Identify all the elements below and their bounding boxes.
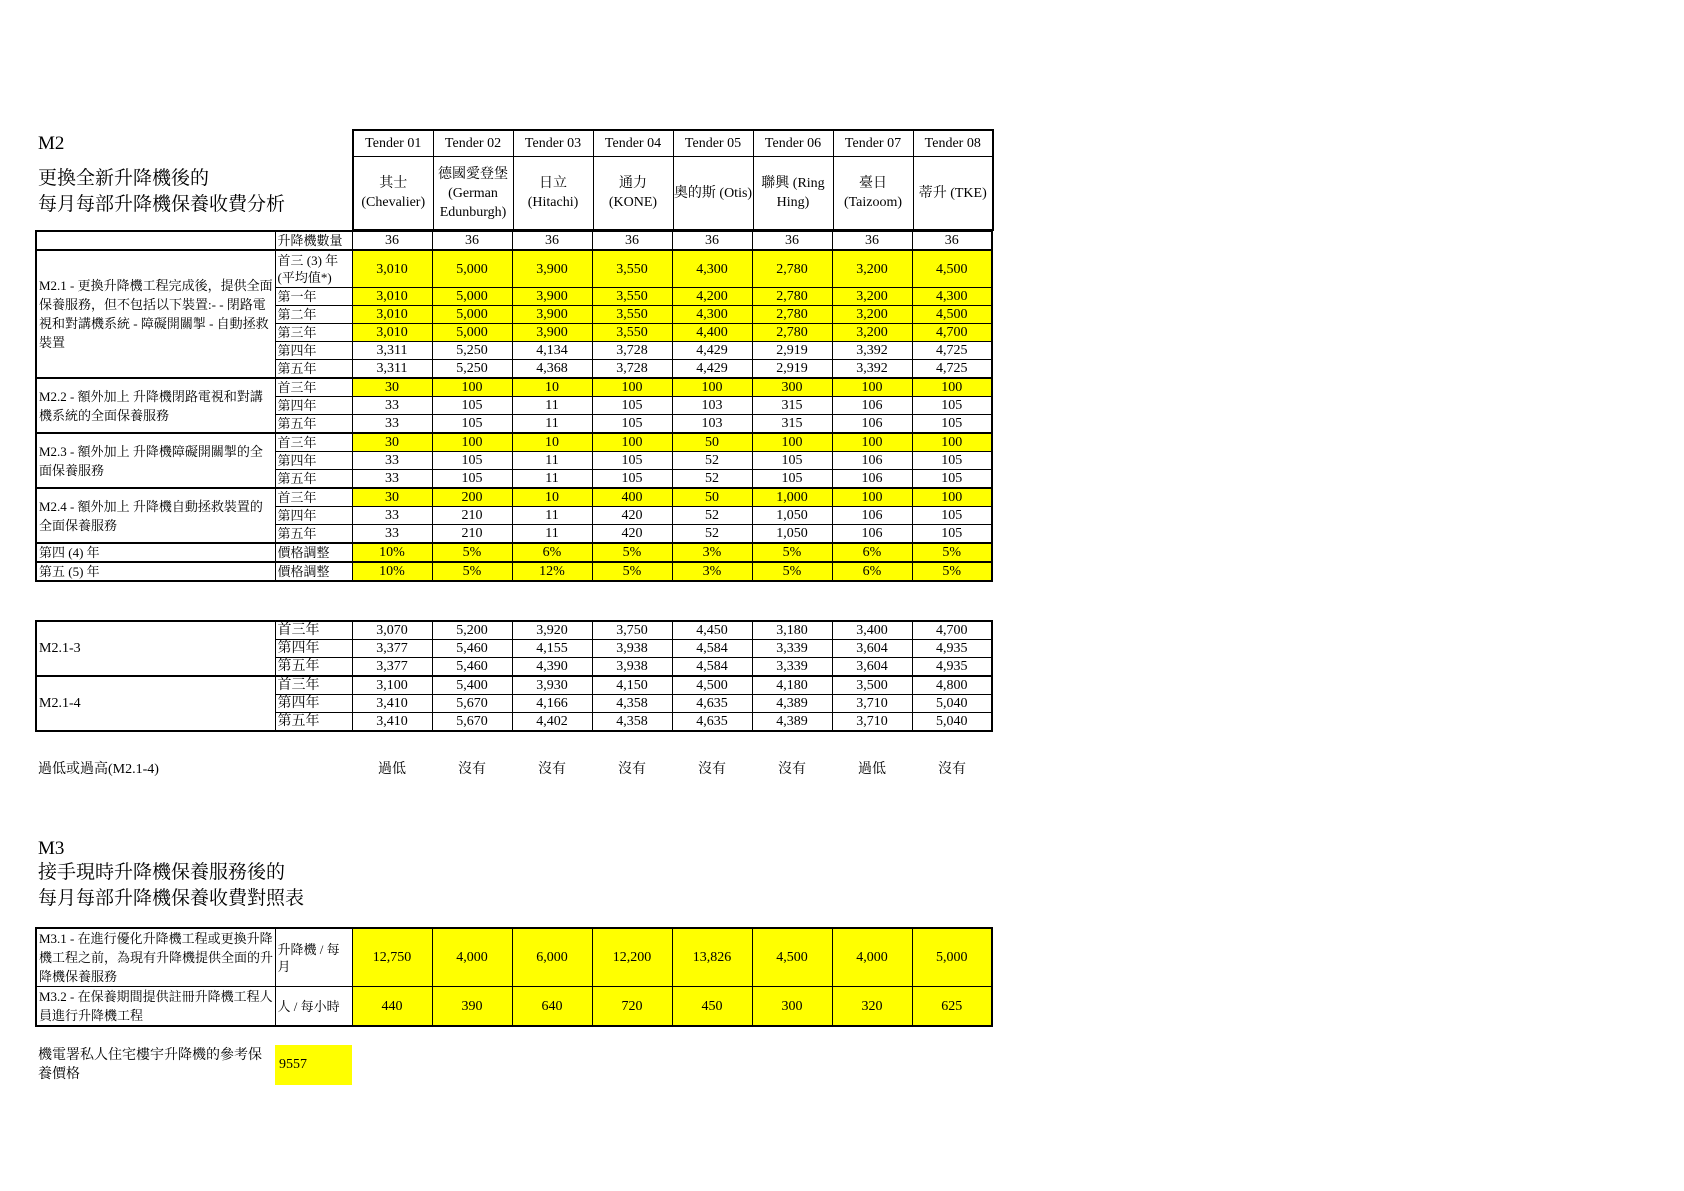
total-cell: 3,938 bbox=[592, 640, 672, 658]
price-cell: 5,000 bbox=[432, 288, 512, 306]
price-cell: 105 bbox=[592, 452, 672, 470]
extreme-cell: 過低 bbox=[858, 762, 886, 777]
price-cell: 105 bbox=[912, 470, 992, 489]
price-cell: 103 bbox=[672, 415, 752, 434]
price-cell: 3,010 bbox=[352, 250, 432, 288]
price-cell: 3,550 bbox=[592, 306, 672, 324]
price-cell: 100 bbox=[432, 378, 512, 397]
price-cell: 105 bbox=[592, 397, 672, 415]
count-label: 升降機數量 bbox=[275, 231, 352, 250]
total-cell: 5,460 bbox=[432, 640, 512, 658]
count-cell: 36 bbox=[512, 231, 592, 250]
total-cell: 3,500 bbox=[832, 676, 912, 695]
m21-label: M2.1 - 更換升降機工程完成後，提供全面保養服務，但不包括以下裝置:- - 閉路電視和對講機系統 - 障礙開關掣 - 自動拯救裝置 bbox=[36, 250, 275, 378]
total-cell: 4,584 bbox=[672, 658, 752, 677]
price-cell: 10 bbox=[512, 378, 592, 397]
m2-title-line1: 更換全新升降機後的 bbox=[38, 168, 210, 189]
price-cell: 2,919 bbox=[752, 360, 832, 379]
price-cell: 3,010 bbox=[352, 288, 432, 306]
price-cell: 3,311 bbox=[352, 360, 432, 379]
total-cell: 3,604 bbox=[832, 658, 912, 677]
price-cell: 4,134 bbox=[512, 342, 592, 360]
price-cell: 4,400 bbox=[672, 324, 752, 342]
period-label: 首三年 bbox=[275, 676, 352, 695]
price-cell: 100 bbox=[912, 433, 992, 452]
blank-cell bbox=[36, 231, 275, 250]
price-cell: 100 bbox=[752, 433, 832, 452]
price-cell: 3,728 bbox=[592, 360, 672, 379]
total-cell: 5,040 bbox=[912, 713, 992, 732]
price-cell: 105 bbox=[912, 452, 992, 470]
total-cell: 4,635 bbox=[672, 713, 752, 732]
extreme-cell: 沒有 bbox=[938, 762, 966, 777]
price-cell: 200 bbox=[432, 488, 512, 507]
total-cell: 3,938 bbox=[592, 658, 672, 677]
price-cell: 33 bbox=[352, 415, 432, 434]
tender-id: Tender 05 bbox=[673, 130, 753, 157]
price-cell: 5,000 bbox=[432, 250, 512, 288]
price-cell: 2,780 bbox=[752, 306, 832, 324]
m3-price-cell: 6,000 bbox=[512, 928, 592, 987]
period-label: 第三年 bbox=[275, 324, 352, 342]
price-cell: 100 bbox=[592, 433, 672, 452]
total-cell: 3,410 bbox=[352, 695, 432, 713]
price-cell: 2,919 bbox=[752, 342, 832, 360]
total-cell: 4,150 bbox=[592, 676, 672, 695]
total-cell: 3,400 bbox=[832, 621, 912, 640]
price-cell: 11 bbox=[512, 507, 592, 525]
price-cell: 30 bbox=[352, 433, 432, 452]
total-cell: 4,389 bbox=[752, 713, 832, 732]
count-cell: 36 bbox=[832, 231, 912, 250]
price-cell: 1,050 bbox=[752, 525, 832, 544]
m214-label: M2.1-4 bbox=[36, 676, 275, 731]
count-cell: 36 bbox=[432, 231, 512, 250]
total-cell: 4,935 bbox=[912, 640, 992, 658]
extreme-cell: 過低 bbox=[378, 762, 406, 777]
period-label: 第五年 bbox=[275, 713, 352, 732]
tender-company: 通力 (KONE) bbox=[593, 157, 673, 231]
price-cell: 106 bbox=[832, 415, 912, 434]
price-cell: 3,311 bbox=[352, 342, 432, 360]
total-cell: 5,670 bbox=[432, 695, 512, 713]
price-cell: 3,200 bbox=[832, 306, 912, 324]
total-cell: 5,670 bbox=[432, 713, 512, 732]
total-cell: 3,339 bbox=[752, 658, 832, 677]
adjust-cell: 10% bbox=[352, 562, 432, 581]
extreme-cell: 沒有 bbox=[538, 762, 566, 777]
m3-title-line2: 每月每部升降機保養收費對照表 bbox=[38, 888, 305, 909]
price-cell: 3,200 bbox=[832, 288, 912, 306]
m3-price-cell: 12,750 bbox=[352, 928, 432, 987]
m3-price-cell: 4,500 bbox=[752, 928, 832, 987]
price-cell: 11 bbox=[512, 415, 592, 434]
price-cell: 3,550 bbox=[592, 288, 672, 306]
m3-price-cell: 625 bbox=[912, 987, 992, 1027]
total-cell: 3,930 bbox=[512, 676, 592, 695]
total-cell: 4,800 bbox=[912, 676, 992, 695]
total-cell: 3,710 bbox=[832, 695, 912, 713]
tender-company: 奧的斯 (Otis) bbox=[673, 157, 753, 231]
period-label: 第五年 bbox=[275, 658, 352, 677]
price-cell: 4,700 bbox=[912, 324, 992, 342]
price-cell: 106 bbox=[832, 470, 912, 489]
period-label: 第二年 bbox=[275, 306, 352, 324]
m23-label: M2.3 - 額外加上 升降機障礙開關掣的全面保養服務 bbox=[36, 433, 275, 488]
total-cell: 4,180 bbox=[752, 676, 832, 695]
tender-id: Tender 01 bbox=[353, 130, 433, 157]
price-cell: 3,200 bbox=[832, 324, 912, 342]
price-cell: 420 bbox=[592, 507, 672, 525]
period-label: 第四年 bbox=[275, 640, 352, 658]
price-cell: 50 bbox=[672, 433, 752, 452]
price-cell: 10 bbox=[512, 433, 592, 452]
adjust-cell: 6% bbox=[512, 543, 592, 562]
price-cell: 33 bbox=[352, 397, 432, 415]
ref-price-value: 9557 bbox=[275, 1045, 352, 1085]
extreme-cell: 沒有 bbox=[618, 762, 646, 777]
m2-price-table bbox=[35, 230, 993, 582]
adjust-sub-label: 價格調整 bbox=[275, 543, 352, 562]
total-cell: 3,100 bbox=[352, 676, 432, 695]
price-cell: 420 bbox=[592, 525, 672, 544]
price-cell: 33 bbox=[352, 470, 432, 489]
m3-unit: 人 / 每小時 bbox=[275, 987, 352, 1027]
m24-label: M2.4 - 額外加上 升降機自動拯救裝置的全面保養服務 bbox=[36, 488, 275, 543]
m2-summary-table bbox=[35, 620, 993, 732]
m3-row-label: M3.2 - 在保養期間提供註冊升降機工程人員進行升降機工程 bbox=[36, 987, 275, 1027]
period-label: 首三年 bbox=[275, 621, 352, 640]
price-cell: 4,200 bbox=[672, 288, 752, 306]
adjust-cell: 5% bbox=[912, 562, 992, 581]
m2-title-line2: 每月每部升降機保養收費分析 bbox=[38, 194, 286, 215]
price-cell: 5,000 bbox=[432, 306, 512, 324]
total-cell: 4,358 bbox=[592, 713, 672, 732]
period-label: 首三年 bbox=[275, 488, 352, 507]
price-cell: 100 bbox=[832, 378, 912, 397]
total-cell: 3,920 bbox=[512, 621, 592, 640]
extreme-label: 過低或過高(M2.1-4) bbox=[38, 762, 159, 777]
period-label: 第一年 bbox=[275, 288, 352, 306]
price-cell: 100 bbox=[432, 433, 512, 452]
m3-price-cell: 12,200 bbox=[592, 928, 672, 987]
price-cell: 105 bbox=[752, 470, 832, 489]
count-cell: 36 bbox=[672, 231, 752, 250]
price-cell: 4,300 bbox=[672, 250, 752, 288]
price-cell: 106 bbox=[832, 397, 912, 415]
price-cell: 400 bbox=[592, 488, 672, 507]
price-cell: 11 bbox=[512, 452, 592, 470]
adjust-sub-label: 價格調整 bbox=[275, 562, 352, 581]
price-cell: 33 bbox=[352, 525, 432, 544]
m3-table bbox=[35, 927, 993, 1027]
m3-price-cell: 4,000 bbox=[832, 928, 912, 987]
total-cell: 3,377 bbox=[352, 640, 432, 658]
m3-price-cell: 320 bbox=[832, 987, 912, 1027]
adjust-cell: 5% bbox=[912, 543, 992, 562]
m3-unit: 升降機 / 每月 bbox=[275, 928, 352, 987]
price-cell: 50 bbox=[672, 488, 752, 507]
m3-code: M3 bbox=[38, 838, 65, 859]
price-cell: 3,392 bbox=[832, 360, 912, 379]
price-cell: 105 bbox=[432, 415, 512, 434]
tender-company: 臺日 (Taizoom) bbox=[833, 157, 913, 231]
m22-label: M2.2 - 額外加上 升降機閉路電視和對講機系統的全面保養服務 bbox=[36, 378, 275, 433]
period-label: 首三 (3) 年 (平均值*) bbox=[275, 250, 352, 288]
m3-price-cell: 450 bbox=[672, 987, 752, 1027]
total-cell: 3,710 bbox=[832, 713, 912, 732]
price-cell: 2,780 bbox=[752, 324, 832, 342]
price-cell: 52 bbox=[672, 525, 752, 544]
tender-header-table bbox=[352, 129, 994, 231]
period-label: 第五年 bbox=[275, 470, 352, 489]
total-cell: 3,180 bbox=[752, 621, 832, 640]
price-cell: 52 bbox=[672, 470, 752, 489]
count-cell: 36 bbox=[352, 231, 432, 250]
price-cell: 105 bbox=[432, 452, 512, 470]
adjust-cell: 10% bbox=[352, 543, 432, 562]
price-cell: 105 bbox=[432, 397, 512, 415]
adjust-cell: 6% bbox=[832, 562, 912, 581]
price-cell: 52 bbox=[672, 507, 752, 525]
price-cell: 4,500 bbox=[912, 250, 992, 288]
price-cell: 3,200 bbox=[832, 250, 912, 288]
price-cell: 11 bbox=[512, 470, 592, 489]
price-cell: 30 bbox=[352, 488, 432, 507]
price-cell: 33 bbox=[352, 507, 432, 525]
count-cell: 36 bbox=[912, 231, 992, 250]
price-cell: 105 bbox=[912, 397, 992, 415]
adjust-cell: 5% bbox=[752, 543, 832, 562]
price-cell: 3,900 bbox=[512, 250, 592, 288]
price-cell: 4,300 bbox=[672, 306, 752, 324]
count-cell: 36 bbox=[592, 231, 672, 250]
extreme-cell: 沒有 bbox=[778, 762, 806, 777]
price-cell: 300 bbox=[752, 378, 832, 397]
total-cell: 5,400 bbox=[432, 676, 512, 695]
total-cell: 3,750 bbox=[592, 621, 672, 640]
total-cell: 4,166 bbox=[512, 695, 592, 713]
period-label: 第五年 bbox=[275, 525, 352, 544]
price-cell: 3,392 bbox=[832, 342, 912, 360]
price-cell: 10 bbox=[512, 488, 592, 507]
price-cell: 4,429 bbox=[672, 342, 752, 360]
price-cell: 3,550 bbox=[592, 250, 672, 288]
price-cell: 2,780 bbox=[752, 288, 832, 306]
price-cell: 100 bbox=[592, 378, 672, 397]
tender-id: Tender 03 bbox=[513, 130, 593, 157]
price-cell: 103 bbox=[672, 397, 752, 415]
period-label: 第四年 bbox=[275, 695, 352, 713]
adjust-year-label: 第五 (5) 年 bbox=[36, 562, 275, 581]
price-cell: 4,368 bbox=[512, 360, 592, 379]
total-cell: 3,604 bbox=[832, 640, 912, 658]
tender-id: Tender 04 bbox=[593, 130, 673, 157]
price-cell: 11 bbox=[512, 525, 592, 544]
m3-price-cell: 640 bbox=[512, 987, 592, 1027]
price-cell: 100 bbox=[832, 488, 912, 507]
price-cell: 3,900 bbox=[512, 306, 592, 324]
adjust-cell: 3% bbox=[672, 543, 752, 562]
price-cell: 100 bbox=[912, 378, 992, 397]
price-cell: 105 bbox=[592, 415, 672, 434]
m3-price-cell: 720 bbox=[592, 987, 672, 1027]
total-cell: 4,389 bbox=[752, 695, 832, 713]
total-cell: 4,584 bbox=[672, 640, 752, 658]
price-cell: 210 bbox=[432, 507, 512, 525]
price-cell: 4,300 bbox=[912, 288, 992, 306]
price-cell: 1,000 bbox=[752, 488, 832, 507]
adjust-cell: 3% bbox=[672, 562, 752, 581]
tender-company: 德國愛登堡 (German Edunburgh) bbox=[433, 157, 513, 231]
price-cell: 30 bbox=[352, 378, 432, 397]
m3-price-cell: 5,000 bbox=[912, 928, 992, 987]
total-cell: 3,410 bbox=[352, 713, 432, 732]
m3-price-cell: 13,826 bbox=[672, 928, 752, 987]
price-cell: 4,429 bbox=[672, 360, 752, 379]
price-cell: 106 bbox=[832, 452, 912, 470]
m3-price-cell: 300 bbox=[752, 987, 832, 1027]
price-cell: 105 bbox=[912, 507, 992, 525]
total-cell: 4,635 bbox=[672, 695, 752, 713]
price-cell: 33 bbox=[352, 452, 432, 470]
adjust-cell: 5% bbox=[592, 543, 672, 562]
adjust-year-label: 第四 (4) 年 bbox=[36, 543, 275, 562]
m3-price-cell: 440 bbox=[352, 987, 432, 1027]
total-cell: 4,450 bbox=[672, 621, 752, 640]
total-cell: 3,070 bbox=[352, 621, 432, 640]
total-cell: 5,460 bbox=[432, 658, 512, 677]
price-cell: 4,500 bbox=[912, 306, 992, 324]
price-cell: 105 bbox=[592, 470, 672, 489]
tender-company: 聯興 (Ring Hing) bbox=[753, 157, 833, 231]
m2-code: M2 bbox=[38, 133, 65, 154]
tender-id: Tender 06 bbox=[753, 130, 833, 157]
price-cell: 100 bbox=[912, 488, 992, 507]
price-cell: 3,900 bbox=[512, 288, 592, 306]
price-cell: 4,725 bbox=[912, 342, 992, 360]
total-cell: 4,390 bbox=[512, 658, 592, 677]
price-cell: 106 bbox=[832, 525, 912, 544]
m3-price-cell: 390 bbox=[432, 987, 512, 1027]
price-cell: 5,250 bbox=[432, 342, 512, 360]
total-cell: 5,200 bbox=[432, 621, 512, 640]
period-label: 第四年 bbox=[275, 397, 352, 415]
price-cell: 1,050 bbox=[752, 507, 832, 525]
period-label: 第五年 bbox=[275, 415, 352, 434]
price-cell: 105 bbox=[432, 470, 512, 489]
adjust-cell: 12% bbox=[512, 562, 592, 581]
adjust-cell: 5% bbox=[432, 562, 512, 581]
tender-id: Tender 08 bbox=[913, 130, 993, 157]
price-cell: 315 bbox=[752, 415, 832, 434]
period-label: 第五年 bbox=[275, 360, 352, 379]
tender-company: 其士 (Chevalier) bbox=[353, 157, 433, 231]
total-cell: 5,040 bbox=[912, 695, 992, 713]
m3-row-label: M3.1 - 在進行優化升降機工程或更換升降機工程之前，為現有升降機提供全面的升降機保養服務 bbox=[36, 928, 275, 987]
total-cell: 4,358 bbox=[592, 695, 672, 713]
total-cell: 4,935 bbox=[912, 658, 992, 677]
total-cell: 4,155 bbox=[512, 640, 592, 658]
adjust-cell: 5% bbox=[752, 562, 832, 581]
price-cell: 3,010 bbox=[352, 306, 432, 324]
price-cell: 5,000 bbox=[432, 324, 512, 342]
count-cell: 36 bbox=[752, 231, 832, 250]
m3-title-line1: 接手現時升降機保養服務後的 bbox=[38, 862, 286, 883]
price-cell: 100 bbox=[832, 433, 912, 452]
tender-company: 蒂升 (TKE) bbox=[913, 157, 993, 231]
period-label: 第四年 bbox=[275, 342, 352, 360]
ref-price-label: 機電署私人住宅樓宇升降機的參考保養價格 bbox=[38, 1048, 262, 1082]
m213-label: M2.1-3 bbox=[36, 621, 275, 676]
price-cell: 315 bbox=[752, 397, 832, 415]
period-label: 第四年 bbox=[275, 452, 352, 470]
price-cell: 4,725 bbox=[912, 360, 992, 379]
price-cell: 5,250 bbox=[432, 360, 512, 379]
tender-id: Tender 07 bbox=[833, 130, 913, 157]
price-cell: 2,780 bbox=[752, 250, 832, 288]
price-cell: 100 bbox=[672, 378, 752, 397]
total-cell: 4,500 bbox=[672, 676, 752, 695]
total-cell: 3,377 bbox=[352, 658, 432, 677]
extreme-cell: 沒有 bbox=[698, 762, 726, 777]
adjust-cell: 5% bbox=[592, 562, 672, 581]
price-cell: 3,010 bbox=[352, 324, 432, 342]
period-label: 首三年 bbox=[275, 433, 352, 452]
extreme-cell: 沒有 bbox=[458, 762, 486, 777]
price-cell: 105 bbox=[912, 415, 992, 434]
price-cell: 105 bbox=[752, 452, 832, 470]
total-cell: 3,339 bbox=[752, 640, 832, 658]
price-cell: 3,728 bbox=[592, 342, 672, 360]
total-cell: 4,700 bbox=[912, 621, 992, 640]
period-label: 首三年 bbox=[275, 378, 352, 397]
price-cell: 3,900 bbox=[512, 324, 592, 342]
tender-company: 日立 (Hitachi) bbox=[513, 157, 593, 231]
adjust-cell: 6% bbox=[832, 543, 912, 562]
price-cell: 105 bbox=[912, 525, 992, 544]
price-cell: 106 bbox=[832, 507, 912, 525]
price-cell: 52 bbox=[672, 452, 752, 470]
price-cell: 11 bbox=[512, 397, 592, 415]
adjust-cell: 5% bbox=[432, 543, 512, 562]
price-cell: 210 bbox=[432, 525, 512, 544]
m3-price-cell: 4,000 bbox=[432, 928, 512, 987]
price-cell: 3,550 bbox=[592, 324, 672, 342]
tender-id: Tender 02 bbox=[433, 130, 513, 157]
period-label: 第四年 bbox=[275, 507, 352, 525]
total-cell: 4,402 bbox=[512, 713, 592, 732]
